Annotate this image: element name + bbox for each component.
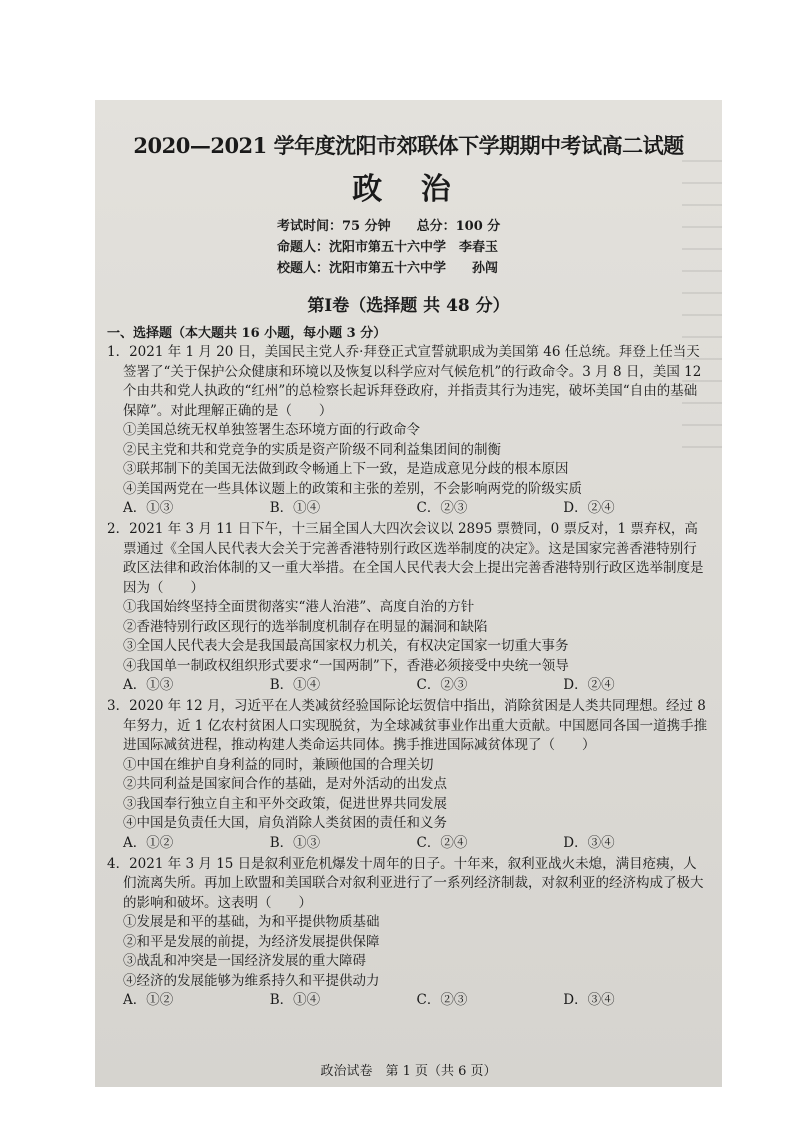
answer-choices	[123, 499, 710, 518]
option-4: ④中国是负责任大国，肩负消除人类贫困的责任和义务	[123, 815, 447, 831]
choice-d: D．③④	[563, 992, 615, 1008]
option-4: ④经济的发展能够为维系持久和平提供动力	[123, 972, 380, 989]
exam-subject: 政 治	[352, 172, 465, 207]
exam-paper	[95, 100, 722, 1087]
option-3: ③战乱和冲突是一国经济发展的重大障碍	[123, 953, 366, 969]
part-heading: 一、选择题（本大题共 16 小题，每小题 3 分）	[107, 326, 387, 341]
choice-b: B．①④	[269, 677, 321, 693]
question-4	[107, 855, 710, 1011]
choice-d: D．②④	[563, 500, 615, 516]
page-footer: 政治试卷 第 1 页（共 6 页）	[320, 1064, 497, 1079]
exam-photo	[95, 100, 722, 1087]
option-1: ①我国始终坚持全面贯彻落实“港人治港”、高度自治的方针	[123, 599, 475, 615]
question-stem: 1．2021 年 1 月 20 日，美国民主党人乔·拜登正式宣誓就职成为美国第 46 任总统。拜登上任当天签署了“关于保护公众健康和环境以及恢复以科学应对气候危机”的行政命令。3 月 8 日，美国 12 个由共和党人执政的“红州”的总检察长起诉拜登政府，并指责其行为违宪，破坏美国“自由的基础保障”。对此理解正确的是（ ）	[107, 344, 702, 419]
choice-a: A．①②	[123, 992, 174, 1008]
choice-a: A．①③	[123, 500, 174, 516]
exam-meta	[277, 216, 710, 279]
section-title: 第Ⅰ卷（选择题 共 48 分）	[307, 296, 510, 316]
answer-choices	[123, 676, 710, 695]
option-3: ③我国奉行独立自主和平外交政策，促进世界共同发展	[123, 795, 447, 812]
choice-c: C．②③	[416, 992, 468, 1008]
choice-c: C．②③	[416, 677, 468, 693]
choice-b: B．①④	[269, 992, 321, 1008]
exam-checker: 校题人：沈阳市第五十六中学 孙闯	[277, 261, 499, 276]
option-1: ①中国在维护自身利益的同时，兼顾他国的合理关切	[123, 756, 434, 773]
exam-setter: 命题人：沈阳市第五十六中学 李春玉	[277, 240, 499, 255]
option-1: ①美国总统无权单独签署生态环境方面的行政命令	[123, 422, 420, 438]
choice-d: D．③④	[563, 834, 615, 851]
question-1	[107, 343, 710, 518]
answer-choices	[123, 834, 710, 853]
choice-b: B．①④	[269, 500, 321, 516]
question-2	[107, 520, 710, 695]
choice-a: A．①②	[123, 834, 174, 851]
option-3: ③联邦制下的美国无法做到政令畅通上下一致，是造成意见分歧的根本原因	[123, 461, 569, 477]
option-3: ③全国人民代表大会是我国最高国家权力机关，有权决定国家一切重大事务	[123, 638, 569, 654]
option-2: ②民主党和共和党竞争的实质是资产阶级不同利益集团间的制衡	[123, 441, 501, 458]
question-stem: 2．2021 年 3 月 11 日下午，十三届全国人大四次会议以 2895 票赞同，0 票反对，1 票弃权，高票通过《全国人民代表大会关于完善香港特别行政区选举制度的决定》。这是国家完善香港特别行政区法律和政治体制的又一重大举措。在全国人民代表大会上提出完善香港特别行政区选举制度是因为（ ）	[107, 521, 704, 596]
exam-title: 2020—2021 学年度沈阳市郊联体下学期期中考试高二试题	[133, 133, 684, 158]
choice-c: C．②④	[416, 834, 468, 851]
exam-time: 考试时间：75 分钟 总分：100 分	[277, 219, 501, 234]
choice-b: B．①③	[269, 834, 321, 851]
option-2: ②香港特别行政区现行的选举制度机制存在明显的漏洞和缺陷	[123, 618, 488, 635]
question-stem: 4．2021 年 3 月 15 日是叙利亚危机爆发十周年的日子。十年来，叙利亚战火未熄，满目疮痍，人们流离失所。再加上欧盟和美国联合对叙利亚进行了一系列经济制裁，对叙利亚的经济构成了极大的影响和破坏。这表明（ ）	[107, 855, 704, 911]
answer-choices	[123, 991, 710, 1010]
option-2: ②和平是发展的前提，为经济发展提供保障	[123, 933, 380, 950]
choice-d: D．②④	[563, 677, 615, 693]
option-4: ④我国单一制政权组织形式要求“一国两制”下，香港必须接受中央统一领导	[123, 657, 569, 674]
choice-c: C．②③	[416, 500, 468, 516]
question-3	[107, 697, 710, 853]
option-2: ②共同利益是国家间合作的基础，是对外活动的出发点	[123, 776, 447, 792]
option-4: ④美国两党在一些具体议题上的政策和主张的差别，不会影响两党的阶级实质	[123, 480, 582, 497]
option-1: ①发展是和平的基础，为和平提供物质基础	[123, 914, 380, 930]
choice-a: A．①③	[123, 677, 174, 693]
question-stem: 3．2020 年 12 月，习近平在人类减贫经验国际论坛贺信中指出，消除贫困是人类共同理想。经过 8 年努力，近 1 亿农村贫困人口实现脱贫，为全球减贫事业作出重大贡献。中国愿同各国一道携手推进国际减贫进程，推动构建人类命运共同体。携手推进国际减贫体现了（ ）	[107, 698, 708, 753]
